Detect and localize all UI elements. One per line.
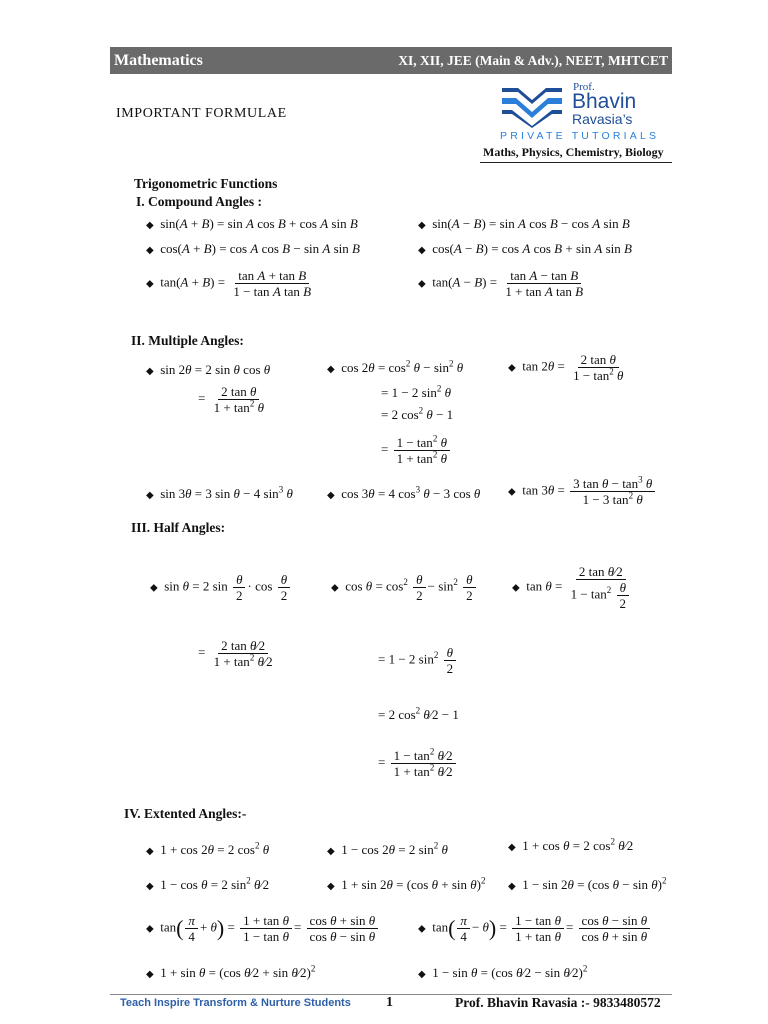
formula-sin2t-alt: = $\frac{\text{2 tan θ}}{1 + \tan^2 \theta}$ xyxy=(198,384,264,415)
logo-subjects: Maths, Physics, Chemistry, Biology xyxy=(483,145,664,159)
formula-sin-sum: ◆ sin(A + B) = sin A cos B + cos A sin B xyxy=(146,216,358,231)
formula-sin-half-alt: = $\frac{\text{2 tan θ⁄2}}{1 + \tan^2 \theta⁄2}$ xyxy=(198,638,273,669)
formula-cos-half-alt2: = 2 $\cos^2$ θ⁄2 − 1 xyxy=(378,705,459,722)
formula-1-minus-sin2t: ◆ 1 − sin 2θ = (cos θ − sin θ)$^2$ xyxy=(508,875,667,892)
footer-contact: Prof. Bhavin Ravasia :- 9833480572 xyxy=(455,995,661,1010)
logo-prof: Prof. xyxy=(573,81,595,93)
formula-sin-diff: ◆ sin(A − B) = sin A cos B − cos A sin B xyxy=(418,216,630,231)
formula-tan-pi4-plus: ◆ tan( $\frac{\pi}{4}$ + θ) = $\frac{\text{1 + tan θ}}{\text{1 − tan θ}}$ = $\frac{\text{cos θ + sin θ}}{\text{cos θ − sin θ}}$ xyxy=(146,913,380,944)
page-number: 1 xyxy=(386,995,393,1010)
logo-name-first: Bhavin xyxy=(572,90,637,113)
formula-cos-sum: ◆ cos(A + B) = cos A cos B − sin A sin B xyxy=(146,241,360,256)
formula-tan-diff: ◆ tan(A − B) = $\frac{\text{tan A − tan B}}{\text{1 + tan A tan B}}$ xyxy=(418,268,584,299)
formula-1-minus-cost: ◆ 1 − cos θ = 2 $\sin^2$ θ⁄2 xyxy=(146,875,270,892)
logo-name-last: Ravasia’s xyxy=(572,111,633,127)
formula-cos3t: ◆ cos 3θ = 4 $\cos^3 \theta - 3$ cos θ xyxy=(327,484,481,501)
header-bar xyxy=(110,47,672,74)
formula-cos-diff: ◆ cos(A − B) = cos A cos B + sin A sin B xyxy=(418,241,632,256)
formula-cos2t-alt2: = 2 $\cos^2 \theta - 1$ xyxy=(381,405,454,422)
section-compound-angles: I. Compound Angles : xyxy=(136,194,263,209)
section-multiple-angles: II. Multiple Angles: xyxy=(131,333,244,348)
formula-sin3t: ◆ sin 3θ = 3 sin θ − 4 $\sin^3 \theta$ xyxy=(146,484,293,501)
footer-tagline: Teach Inspire Transform & Nurture Students xyxy=(120,997,351,1009)
formula-cos2t: ◆ $\cos 2\theta = \cos^2 \theta - \sin^2 \theta$ xyxy=(327,358,464,375)
formula-tan-pi4-minus: ◆ tan( $\frac{\pi}{4}$ − θ) = $\frac{\text{1 − tan θ}}{\text{1 + tan θ}}$ = $\frac{\text{cos θ − sin θ}}{\text{cos θ + sin θ}}$ xyxy=(418,913,652,944)
logo-tagline: PRIVATE TUTORIALS xyxy=(500,130,660,142)
formula-tan2t: ◆ tan 2θ = $\frac{\text{2 tan θ}}{1 - \tan^2 \theta}$ xyxy=(508,352,624,383)
document-title: IMPORTANT FORMULAE xyxy=(116,106,287,121)
formula-cos-half: ◆ $\cos \theta = \cos^2$ $\frac{\theta}{2}$ − $\sin^2$ $\frac{\theta}{2}$ xyxy=(331,572,478,603)
section-half-angles: III. Half Angles: xyxy=(131,520,226,535)
subject-title: Mathematics xyxy=(114,51,203,69)
logo-divider xyxy=(480,162,672,163)
formula-1-plus-sint: ◆ 1 + sin θ = (cos θ⁄2 + sin θ⁄2)$^2$ xyxy=(146,963,316,980)
formula-cos2t-alt3: = $\frac{1 - \tan^2 \theta}{1 + \tan^2 \theta}$ xyxy=(381,435,452,466)
formula-cos-half-alt1: = 1 − 2 $\sin^2$ $\frac{\theta}{2}$ xyxy=(378,645,458,676)
formula-cos2t-alt1: = 1 − 2 $\sin^2 \theta$ xyxy=(381,383,451,400)
formula-tan-sum: ◆ tan(A + B) = $\frac{\text{tan A + tan B}}{\text{1 − tan A tan B}}$ xyxy=(146,268,312,299)
formula-sin-half: ◆ sin θ = 2 sin $\frac{\theta}{2}$ · cos $\frac{\theta}{2}$ xyxy=(150,572,292,603)
section-extended-angles: IV. Extented Angles:- xyxy=(124,806,247,821)
formula-tan-half: ◆ tan θ = 2 tan θ⁄2 $1 - \tan^2$ $\frac{\theta}{2}$ xyxy=(512,564,636,611)
formula-1-plus-cost: ◆ 1 + cos θ = 2 $\cos^2$ θ⁄2 xyxy=(508,836,634,853)
formula-1-minus-sint: ◆ 1 − sin θ = (cos θ⁄2 − sin θ⁄2)$^2$ xyxy=(418,963,588,980)
logo-mark-icon xyxy=(500,84,564,128)
courses-list: XI, XII, JEE (Main & Adv.), NEET, MHTCET xyxy=(398,52,668,68)
formula-sin2t: ◆ sin 2θ = 2 sin θ cos θ xyxy=(146,362,271,377)
topic-title: Trigonometric Functions xyxy=(134,176,278,191)
formula-cos-half-alt3: = $\frac{1 - \tan^2 \theta⁄2}{1 + \tan^2 \theta⁄2}$ xyxy=(378,748,458,779)
formula-1-plus-sin2t: ◆ 1 + sin 2θ = (cos θ + sin θ)$^2$ xyxy=(327,875,486,892)
formula-1-plus-cos2t: ◆ 1 + cos 2θ = 2 $\cos^2 \theta$ xyxy=(146,840,270,857)
formula-1-minus-cos2t: ◆ 1 − cos 2θ = 2 $\sin^2 \theta$ xyxy=(327,840,448,857)
formula-tan3t: ◆ tan 3θ = $\frac{3 \tan \theta - \tan^3 \theta}{1 - 3 \tan^2 \theta}$ xyxy=(508,476,657,507)
